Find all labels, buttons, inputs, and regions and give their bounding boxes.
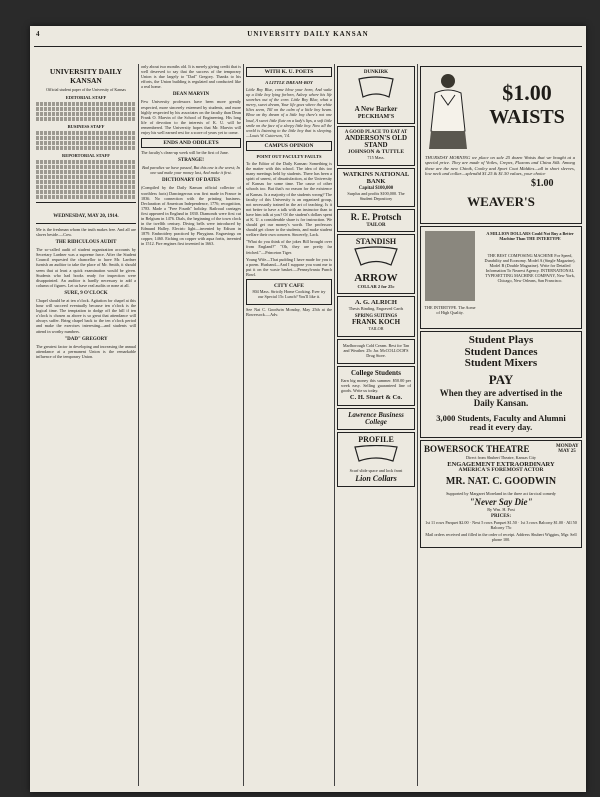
arrow-collar-ad: STANDISH ARROW COLLAR 2 for 25c: [337, 234, 415, 294]
quip: Me is the freshman whom the truth makes free. And all are slaves beside.—Cow.: [36, 227, 136, 238]
intertype-body: THE BEST COMPOSING MACHINE For Speed, Durability and Economy. Model A (Single Magazine), Model B (Double Magazine). Write for Detailed Information To Nearest Agency. INTERNATIONAL TYPESETTING MACHINE COMPANY, New York, Chicago, New Orleans, San Francisco.: [484, 253, 576, 284]
newspaper-page: [30, 26, 586, 792]
profile-collar-ad: PROFILE Scarf slide space and lock front Lion Collars: [337, 432, 415, 487]
paper-subtitle: Official student paper of the University of Kansas: [46, 87, 126, 92]
collar-icon-2: [341, 246, 411, 268]
headline-ridiculous-audit: THE RIDICULOUS AUDIT: [55, 240, 117, 246]
alrich-ad: A. G. ALRICH Thesis Binding, Engraved Cards SPRING SUITINGS FRANK KOCH TAILOR: [337, 296, 415, 337]
watkins-bank-ad: WATKINS NATIONAL BANK Capital $100,000 Surplus and profits $100,000. The Student Depository: [337, 168, 415, 207]
column-ads: [337, 64, 415, 786]
headline-ends-oddlets: ENDS AND ODDLETS: [141, 138, 241, 148]
masthead-rule: [34, 46, 582, 47]
paper-title: UNIVERSITY DAILY KANSAN: [49, 67, 123, 85]
kansan-ads-promo: Student Plays Student Dances Student Mixers PAY When they are advertised in the Daily Kansan. 3,000 Students, Faculty and Alumni read it every day.: [420, 331, 582, 438]
article-faculty-faults: To the Editor of the Daily Kansan: Something is the matter with this school. The idea of this too many meetings held by students. There has been a spirit of unrest, of dissatisfaction, at the University of Kansas for some time. The cause of other schools too. But that's no reason for the existence at Kansas. Is a majority of the students wrong? The faculty of this University is an organized group, not necessarily trained in the art of teaching. Is it not better to have a talk with an instructor than to have him talk at you? Of the student's dollars spent at K. U. a considerable share is for instruction. We should get our money's worth. The professors should get closer to the students, and make student welfare their own concern. Sincerely, Lack.: [246, 160, 332, 238]
verse-strange: Bad parodies we have passed, But this one is the worst; In one sad make your money last, And make it first.: [142, 165, 240, 176]
bowersock-theatre-ad: BOWERSOCK THEATRE MONDAY MAY 25 Direct from Shubert Theatre, Kansas City ENGAGEMENT EXTRAORDINARY AMERICA'S FOREMOST ACTOR MR. NAT. C. GOODWIN Supported by Margaret Moreland in the three act farcical comedy "Never Say Die" By Wm. H. Post PRICES: 1st 11 rows Parquet $2.00 · Next 5 rows Parquet $1.50 · 1st 3 rows Balcony $1.00 · All 50 Balcony 75c Mail orders received and filled in the order of receipt. Address Shubert Wiggins, Mgr. Sell phone 100.: [420, 440, 582, 548]
price-heading: $1.00: [502, 80, 552, 105]
goodwin-note: See Nat C. Goodwin Monday, May 25th at the Bowersock.—Adv.: [246, 307, 332, 318]
poem: Little Boy Blue, come blow your horn, And wake up a little boy lying forlorn, Asleep where his life searches out of the corn. Little Boy Blue, what a merry, sweet dream, Your life goes where the white lilies seem, Till on the calm of a little boy beam. Blow on thy dream of a little boy there's not one loud, A sweet little flute on a lady's lips, a soft little smile on the face of a sleepy little boy. Now all the world is listening to the little boy that is sleeping. —Louis W. Cutterson, '14.: [246, 87, 332, 138]
column-display-ads: [420, 64, 582, 786]
joke-young-wife: Young Wife—That pudding I have made for you is a poem. Husband—And I suppose you want me to put it on the waste basket.—Pennsylvania Punch Bowl.: [246, 256, 332, 277]
price-2: $1.00: [531, 178, 554, 189]
marlborough-ad: Marlborough Cold Cream. Best for Tan and Weather. 25c Jar. McCOLLOCH'S Drug Store.: [337, 339, 415, 364]
play-title: "Never Say Die": [469, 496, 533, 507]
collar-icon: [341, 75, 411, 101]
show-date: MONDAY MAY 25: [556, 444, 579, 455]
joke-princeton: "What do you think of the jokes Bill brought over from England?" "Oh, they are pretty far fetched."—Princeton Tiger.: [246, 239, 332, 255]
column-editorial: [36, 64, 136, 786]
headline-campus-opinion: CAMPUS OPINION: [246, 141, 332, 151]
intertype-headline: A MILLION DOLLARS Could Not Buy a Better Machine Than THE INTERTYPE: [486, 231, 574, 242]
article-sure-9: Chapel should be at ten o'clock. Agitation for chapel at this hour will succeed eventually because ten o'clock is the logical time. The temptation to dodge off the hill if ten o'clock is chosen as above is so great that attendance will always suffer. Bring chapel back to the ten o'clock period and make the exercises interesting—and students will attend in worthy numbers.: [36, 297, 136, 334]
price-list: 1st 11 rows Parquet $2.00 · Next 5 rows Parquet $1.50 · 1st 3 rows Balcony $1.00 · All 50 Balcony 75c: [425, 519, 577, 530]
headline-ku-poets: WITH K. U. POETS: [246, 67, 332, 77]
headline-strange: STRANGE!: [178, 158, 204, 164]
protsch-ad: R. E. Protsch TAILOR: [337, 209, 415, 232]
column-poets-campus: [246, 64, 332, 786]
headline-sure-9: SURE, 9 O'CLOCK: [64, 290, 108, 296]
headline-dictionary-dates: DICTIONARY OF DATES: [162, 178, 220, 184]
intertype-machine-image: [425, 231, 475, 301]
masthead-title: UNIVERSITY DAILY KANSAN: [247, 30, 369, 38]
editorial-staff-heading: EDITORIAL STAFF: [65, 95, 107, 100]
article-dean-marvin: Few University professors have been more greatly respected, more sincerely esteemed by students, and more highly respected by his associates on the faculty than Dean Frank O. Marvin of the School of Engineering. His long life of devotion to the interests of K. U. will be remembered. The University hopes that Mr. Marvin will enjoy his well earned rest for a score of years yet to come.: [141, 99, 241, 136]
column-editorial-2: [141, 64, 241, 786]
page-number: 4: [36, 30, 41, 38]
business-staff-heading: BUSINESS STAFF: [67, 124, 105, 129]
intertype-caption: THE INTERTYPE. The Acme of High Quality.: [424, 305, 476, 316]
weavers-waists-ad: [420, 66, 582, 224]
waists-description: THURSDAY MORNING we place on sale 25 dozen Waists that we bought at a special price. They are made of Voiles, Crepes, Flaxons and China Silk. Among these are the new Chinik, Cooley and Sport Coat Middies—all in short sleeves, low neck and collar—splendid $1.25 & $1.50 values, your choice: [425, 155, 575, 177]
headline-dad-gregory: "DAD" GREGORY: [64, 336, 108, 342]
actor-name: MR. NAT. C. GOODWIN: [445, 476, 557, 488]
article-ridiculous-audit: The so-called audit of student organization accounts by Secretary Lardner was a supreme farce. After the Student Council requested the chancellor to have Mr. Lardner furnish an auditor to take the place of Mr. Smith, it should seem that at least a quick examination would be given. Students who had books ready for inspection were disappointed. An auditor is hardly necessary to add a column of figures. Let us have real audits or none at all.: [36, 247, 136, 288]
college-students-ad: College Students Earn big money this summer. $50.00 per week easy. Selling guaranteed line of goods. Write us today. C. H. Stuart & Co.: [337, 366, 415, 405]
article-gregory-cont: only about two months old. It is merely giving credit that is well deserved to say that the success of the temporary Union is due largely to "Dad" Gregory. Thanks to his efforts, the Union building is regulated and conducted like a real home.: [141, 64, 241, 90]
reportorial-staff-heading: REPORTORIAL STAFF: [61, 153, 111, 158]
headline-faculty-faults: POINT OUT FACULTY FAULTS: [256, 153, 322, 159]
article-dad-gregory: The greatest factor in developing and increasing the annual attendance at a permanent Union is the remarkable influence of the temporary Union.: [36, 343, 136, 359]
lawrence-business-college-ad: Lawrence Business College: [337, 408, 415, 431]
theatre-name: BOWERSOCK THEATRE: [424, 443, 530, 454]
dictionary-dates: (Compiled by the Daily Kansan official collector of worthless facts) Dancingerous was first made in France in 1836. No connection with the printing business. Declaration of American Independence, 1776; recognition, 1783. Made a "Free Fourth" holiday. Railroad carriages first appeared in England in 1830. Diamonds were first cut in Belgium in 1476. Dials, the beginning of the town clock in the twelfth century. Diving bells were introduced by Edmund Halley. Electric light—invented by Edison in 1879. Embroidery practiced by Phrygians. Engravings on copper, 1460. Etching on copper with aqua fortis, invented in 1512. Fire engines first invented in 1663.: [141, 185, 241, 247]
collar-icon-3: [341, 445, 411, 463]
dunkirk-collar-ad: DUNKIRK A New Barker PECKHAM'S: [337, 66, 415, 124]
waists-heading: WAISTS: [489, 106, 565, 128]
intertype-ad: [420, 226, 582, 329]
woman-illustration: [425, 71, 471, 151]
masthead: [30, 30, 586, 44]
issue-date: WEDNESDAY, MAY 20, 1914.: [36, 202, 136, 224]
ends-oddlets: The faculty's clean-up week will be the first of June.: [141, 150, 229, 156]
city-cafe-ad: CITY CAFE 804 Mass. Strictly Home Cooking. Ever try our Special 15c Lunch? You'll like it.: [246, 279, 332, 305]
headline-dean-marvin: DEAN MARVIN: [172, 92, 210, 98]
andersons-ad: A GOOD PLACE TO EAT AT ANDERSON'S OLD STAND JOHNSON & TUTTLE 715 Mass.: [337, 126, 415, 167]
staff-listing: [36, 102, 136, 106]
weavers-name: WEAVER'S: [467, 194, 535, 209]
poem-title: A LITTLE DREAM-BOY: [265, 80, 313, 85]
